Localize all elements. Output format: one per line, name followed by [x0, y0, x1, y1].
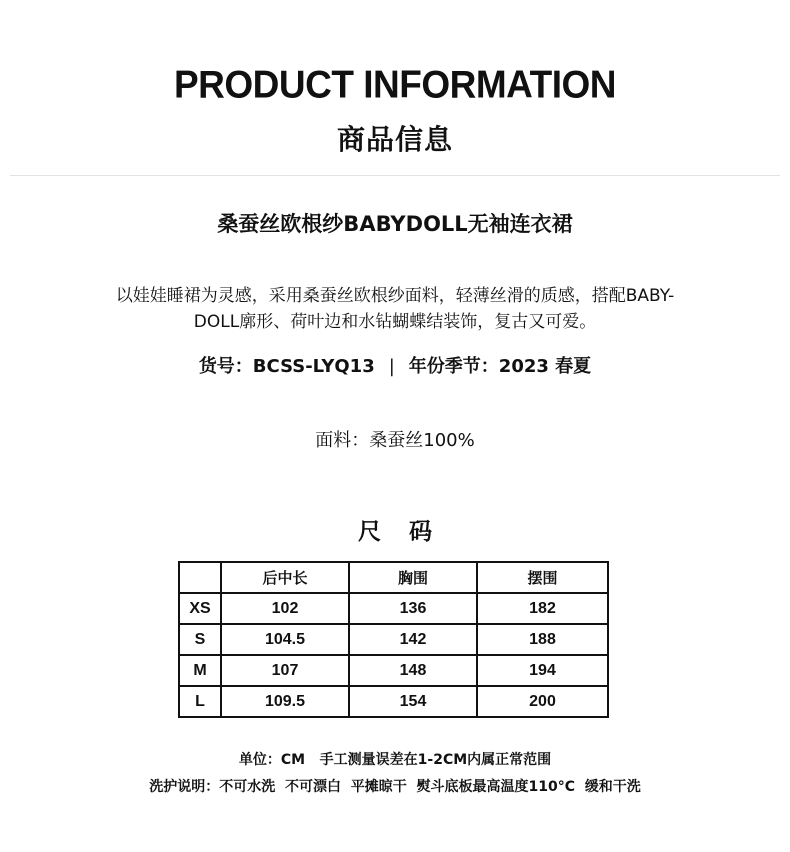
sku: 货号：BCSS-LYQ13 — [198, 356, 375, 377]
table-cell: 182 — [477, 593, 608, 624]
table-row — [179, 686, 608, 717]
size-chart-title: 尺 码 — [357, 519, 442, 545]
title-chinese: 商品信息 — [336, 123, 453, 156]
description-line-2: DOLL廓形、荷叶边和水钻蝴蝶结装饰，复古又可爱。 — [193, 312, 597, 332]
size-table — [178, 561, 609, 718]
table-cell: 154 — [349, 686, 477, 717]
table-cell: 109.5 — [221, 686, 349, 717]
size-cell: L — [179, 686, 221, 717]
table-cell: 200 — [477, 686, 608, 717]
size-cell: M — [179, 655, 221, 686]
table-cell: 102 — [221, 593, 349, 624]
table-row — [179, 624, 608, 655]
season: 年份季节：2023 春夏 — [408, 356, 592, 377]
size-cell: S — [179, 624, 221, 655]
table-cell: 142 — [349, 624, 477, 655]
description-line-1: 以娃娃睡裙为灵感，采用桑蚕丝欧根纱面料，轻薄丝滑的质感，搭配BABY- — [115, 286, 675, 306]
table-cell: 188 — [477, 624, 608, 655]
header-cell — [179, 562, 221, 593]
meta-separator: | — [388, 356, 395, 377]
product-description — [50, 283, 740, 335]
size-cell: XS — [179, 593, 221, 624]
product-name: 桑蚕丝欧根纱BABYDOLL无袖连衣裙 — [217, 212, 573, 236]
table-cell: 107 — [221, 655, 349, 686]
table-cell: 136 — [349, 593, 477, 624]
table-header-row — [179, 562, 608, 593]
header-cell: 后中长 — [221, 562, 349, 593]
table-cell: 104.5 — [221, 624, 349, 655]
title-english: PRODUCT INFORMATION — [174, 62, 616, 106]
header-cell: 胸围 — [349, 562, 477, 593]
table-cell: 148 — [349, 655, 477, 686]
care-instructions: 洗护说明：不可水洗 不可漂白 平摊晾干 熨斗底板最高温度110°C 缓和干洗 — [149, 779, 641, 795]
table-row — [179, 655, 608, 686]
fabric: 面料：桑蚕丝100% — [315, 430, 475, 451]
header-cell: 摆围 — [477, 562, 608, 593]
divider — [10, 175, 780, 176]
table-cell: 194 — [477, 655, 608, 686]
product-meta — [0, 352, 790, 378]
unit-note: 单位：CM 手工测量误差在1-2CM内属正常范围 — [238, 752, 552, 768]
table-row — [179, 593, 608, 624]
